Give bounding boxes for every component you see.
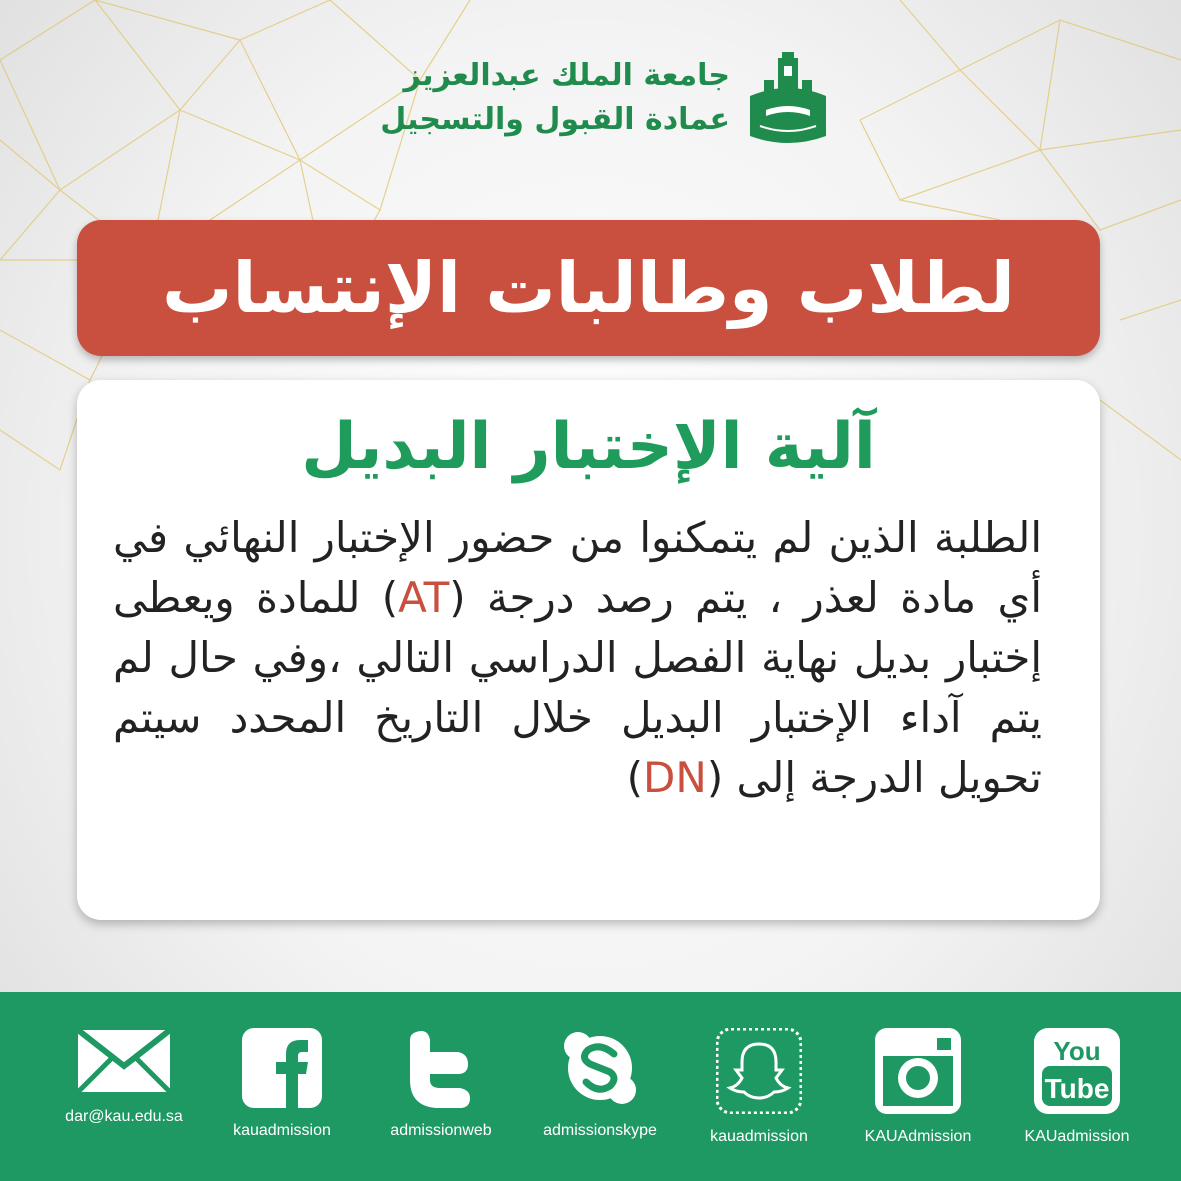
banner [77,220,1100,356]
grade-at: AT [398,573,450,622]
body-text-2: ) للمادة ويعطى إختبار بديل نهاية الفصل الدراسي التالي ،وفي حال لم يتم آداء الإختبار البديل خلال التاريخ المحدد سيتم تحويل الدرجة إلى ( [113,573,1042,802]
email-icon [76,1028,172,1094]
grade-dn: DN [643,753,707,802]
social-twitter[interactable] [361,1028,521,1140]
youtube-icon [1034,1028,1120,1114]
body-text-1: الطلبة الذين لم يتمكنوا من حضور الإختبار النهائي في أي مادة لعذر ، يتم رصد درجة ( [113,513,1042,622]
card-title: آلية الإختبار البديل [301,410,876,484]
university-name: جامعة الملك عبدالعزيز [403,58,730,93]
social-email[interactable] [44,1028,204,1126]
banner-title: لطلاب وطالبات الإنتساب [162,247,1015,329]
social-facebook[interactable] [202,1028,362,1140]
facebook-handle: kauadmission [233,1122,331,1139]
body-text-3: ) [626,753,644,802]
university-logo [746,50,830,150]
card-body [113,508,1042,808]
header [360,50,830,150]
deanship-name: عمادة القبول والتسجيل [380,102,730,137]
twitter-icon [406,1028,476,1108]
social-instagram[interactable] [838,1028,998,1146]
snapchat-handle: kauadmission [710,1128,808,1145]
instagram-handle: KAUAdmission [864,1128,972,1145]
social-skype[interactable] [520,1028,680,1140]
email-handle: dar@kau.edu.sa [65,1108,183,1125]
skype-handle: admissionskype [543,1122,657,1139]
facebook-icon [242,1028,322,1108]
twitter-handle: admissionweb [390,1122,492,1139]
snapchat-icon [716,1028,802,1114]
skype-icon [560,1028,640,1108]
instagram-icon [875,1028,961,1114]
footer-social-bar [0,992,1181,1181]
info-card [77,380,1100,920]
svg-text:Tube: Tube [1044,1073,1110,1104]
social-youtube[interactable] [997,1028,1157,1146]
social-snapchat[interactable] [679,1028,839,1146]
youtube-handle: KAUadmission [1024,1128,1130,1145]
svg-text:You: You [1053,1036,1101,1066]
